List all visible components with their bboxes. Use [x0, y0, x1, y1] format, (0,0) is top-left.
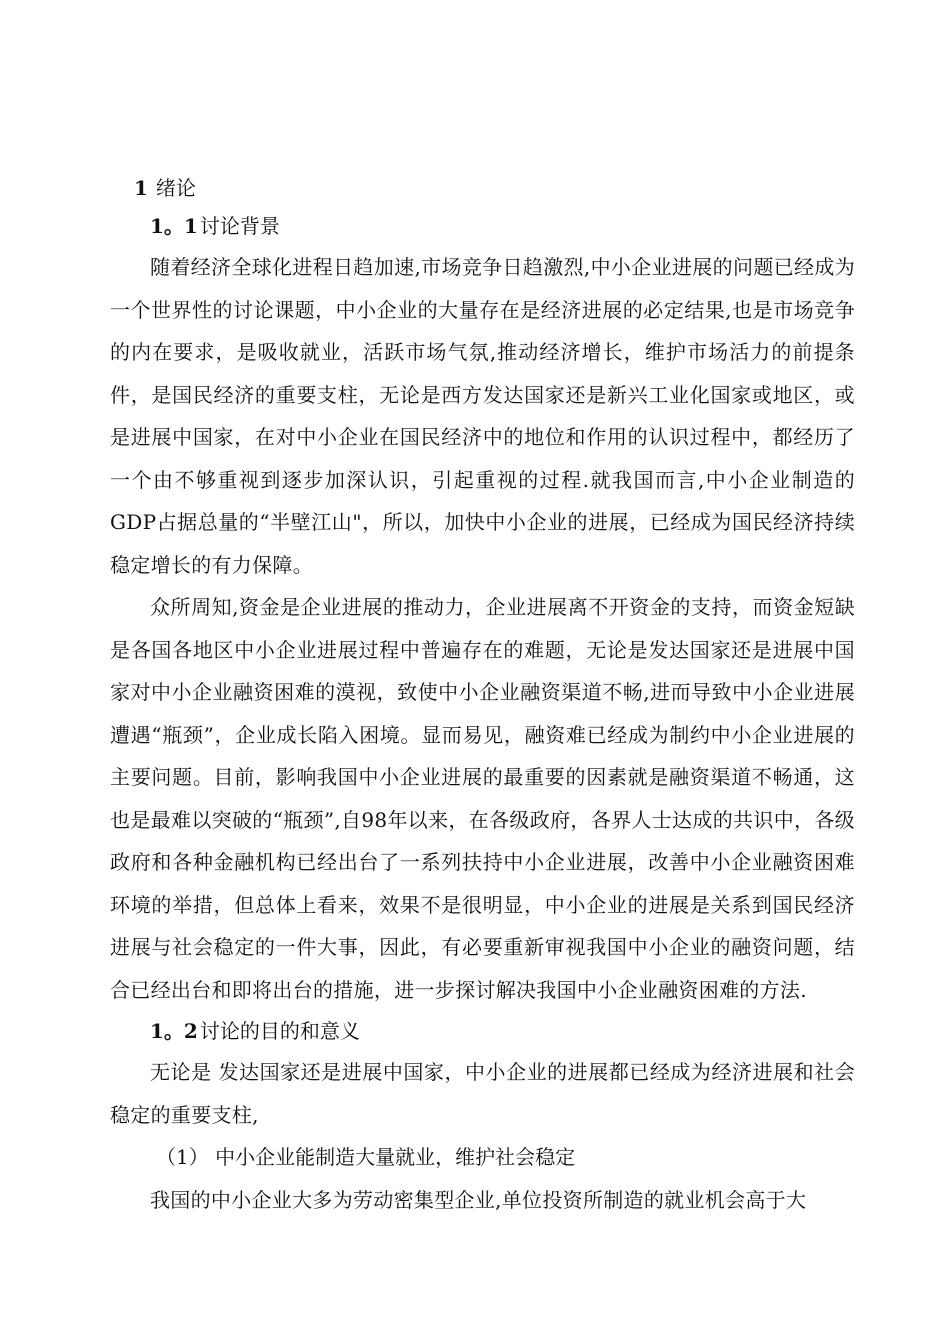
- list-item: （1） 中小企业能制造大量就业，维护社会稳定: [156, 1145, 576, 1169]
- paragraph: 无论是 发达国家还是进展中国家，中小企业的进展都已经成为经济进展和社会稳定的重要支柱,: [110, 1060, 855, 1127]
- document-page: [110, 170, 855, 1221]
- chapter-heading: [110, 170, 855, 206]
- section-title: 讨论的目的和意义: [199, 1019, 360, 1043]
- section-number: 1。2: [150, 1019, 198, 1043]
- section-number: 1。1: [150, 214, 198, 238]
- chapter-title: 绪论: [155, 176, 196, 200]
- section-heading-background: [110, 206, 855, 246]
- paragraph: 我国的中小企业大多为劳动密集型企业,单位投资所制造的就业机会高于大: [150, 1187, 807, 1212]
- chapter-number: 1: [134, 176, 148, 200]
- paragraph: 众所周知,资金是企业进展的推动力，企业进展离不开资金的支持，而资金短缺是各国各地区中小企业进展过程中普遍存在的难题，无论是发达国家还是进展中国家对中小企业融资困难的漠视，致使中小企业融资渠道不畅,进而导致中小企业进展遭遇“瓶颈”，企业成长陷入困境。显而易见，融资难已经成为制约中小企业进展的主要问题。目前，影响我国中小企业进展的最重要的因素就是融资渠道不畅通，这也是最难以突破的“瓶颈”,自98年以来，在各级政府，各界人士达成的共识中，各级政府和各种金融机构已经出台了一系列扶持中小企业进展，改善中小企业融资困难环境的举措，但总体上看来，效果不是很明显，中小企业的进展是关系到国民经济进展与社会稳定的一件大事，因此，有必要重新审视我国中小企业的融资问题，结合已经出台和即将出台的措施，进一步探讨解决我国中小企业融资困难的方法.: [110, 595, 855, 1002]
- section-title: 讨论背景: [199, 214, 280, 238]
- section-heading-purpose: [110, 1011, 855, 1051]
- paragraph: 随着经济全球化进程日趋加速,市场竞争日趋激烈,中小企业进展的问题已经成为一个世界性的讨论课题，中小企业的大量存在是经济进展的必定结果,也是市场竞争的内在要求，是吸收就业，活跃市场气氛,推动经济增长，维护市场活力的前提条件，是国民经济的重要支柱，无论是西方发达国家还是新兴工业化国家或地区，或是进展中国家，在对中小企业在国民经济中的地位和作用的认识过程中，都经历了一个由不够重视到逐步加深认识，引起重视的过程.就我国而言,中小企业制造的GDP占据总量的“半壁江山"，所以，加快中小企业的进展，已经成为国民经济持续稳定增长的有力保障。: [110, 255, 855, 577]
